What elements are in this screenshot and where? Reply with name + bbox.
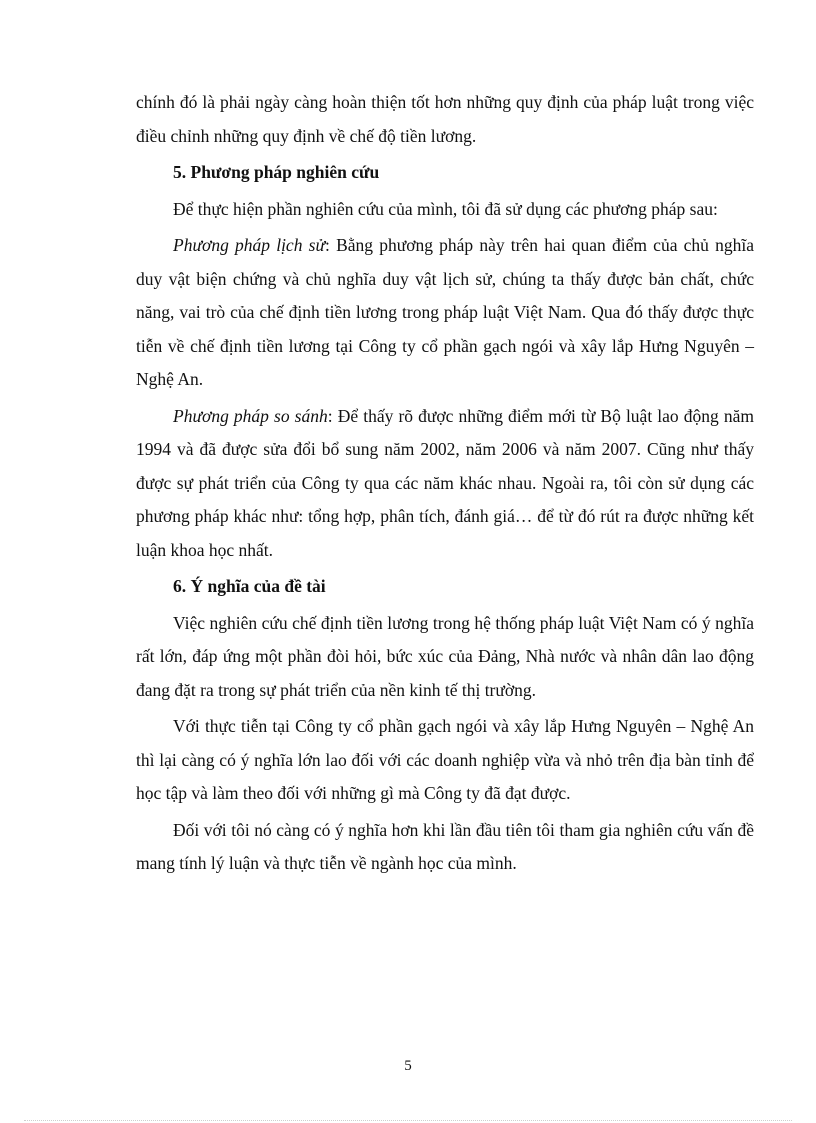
page-body xyxy=(136,86,754,884)
page-number: 5 xyxy=(404,1058,412,1074)
section-heading-significance: 6. Ý nghĩa của đề tài xyxy=(173,576,326,596)
body-paragraph-methods-intro: Để thực hiện phần nghiên cứu của mình, tôi đã sử dụng các phương pháp sau: xyxy=(173,198,718,219)
comparative-method-term: Phương pháp so sánh xyxy=(173,405,328,426)
comparative-method-text: : Để thấy rõ được những điểm mới từ Bộ luật lao động năm 1994 và đã được sửa đổi bổ sung năm 2002, năm 2006 và năm 2007. Cũng như thấy được sự phát triển của Công ty qua các năm khác nhau. Ngoài ra, tôi còn sử dụng các phương pháp khác như: tổng hợp, phân tích, đánh giá… để từ đó rút ra được những kết luận khoa học nhất. xyxy=(136,405,754,560)
body-paragraph-significance-3: Đối với tôi nó càng có ý nghĩa hơn khi lần đầu tiên tôi tham gia nghiên cứu vấn đề mang tính lý luận và thực tiễn về ngành học của mình. xyxy=(136,819,754,873)
body-paragraph-significance-1: Việc nghiên cứu chế định tiền lương trong hệ thống pháp luật Việt Nam có ý nghĩa rất lớn, đáp ứng một phần đòi hỏi, bức xúc của Đảng, Nhà nước và nhân dân lao động đang đặt ra trong sự phát triển của nền kinh tế thị trường. xyxy=(136,612,754,700)
body-paragraph-significance-2: Với thực tiễn tại Công ty cổ phần gạch ngói và xây lắp Hưng Nguyên – Nghệ An thì lại càng có ý nghĩa lớn lao đối với các doanh nghiệp vừa và nhỏ trên địa bàn tỉnh để học tập và làm theo đối với những gì mà Công ty đã đạt được. xyxy=(136,716,754,803)
body-paragraph-historical-method xyxy=(136,229,754,397)
historical-method-term: Phương pháp lịch sử xyxy=(173,235,326,255)
body-paragraph-comparative-method xyxy=(136,400,754,568)
body-paragraph-continuation: chính đó là phải ngày càng hoàn thiện tốt hơn những quy định của pháp luật trong việc điều chỉnh những quy định về chế độ tiền lương. xyxy=(136,92,754,146)
page-bottom-edge xyxy=(24,1120,792,1121)
section-heading-research-methods: 5. Phương pháp nghiên cứu xyxy=(173,162,380,182)
historical-method-text: : Bằng phương pháp này trên hai quan điểm của chủ nghĩa duy vật biện chứng và chủ nghĩa duy vật lịch sử, chúng ta thấy được bản chất, chức năng, vai trò của chế định tiền lương trong pháp luật Việt Nam. Qua đó thấy được thực tiễn về chế định tiền lương tại Công ty cổ phần gạch ngói và xây lắp Hưng Nguyên – Nghệ An. xyxy=(136,235,755,389)
